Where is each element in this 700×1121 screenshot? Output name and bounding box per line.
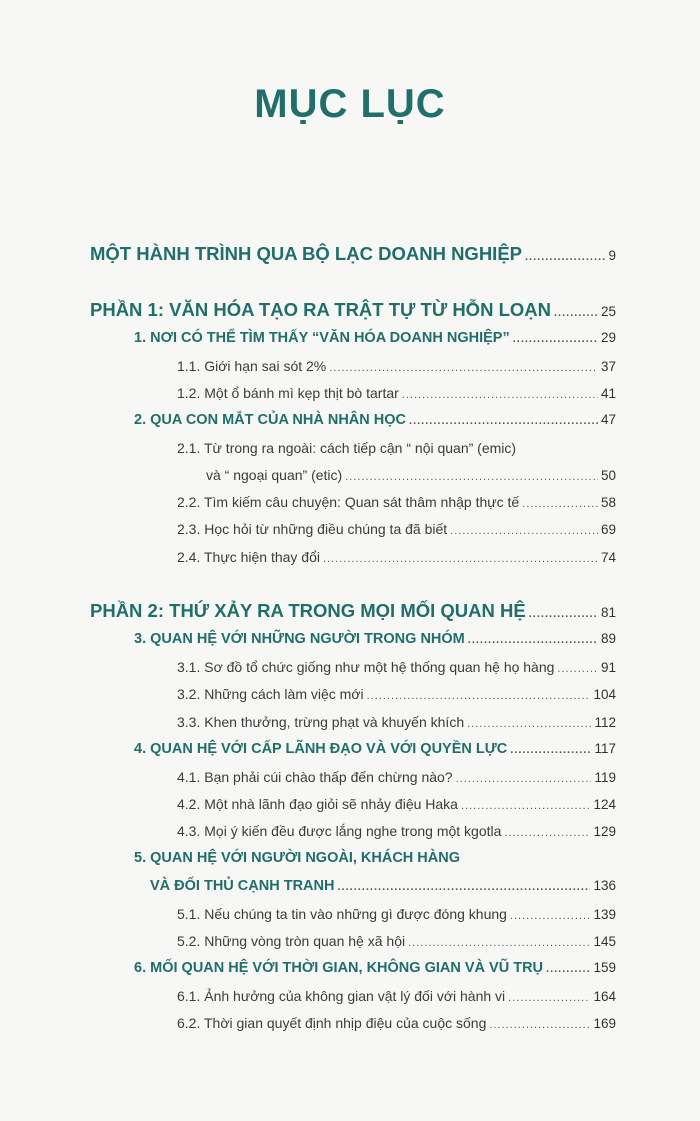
toc-entry-chapter-2[interactable] — [134, 412, 616, 428]
toc-entry-label: 1. NƠI CÓ THỂ TÌM THẤY “VĂN HÓA DOANH NGHIỆP” — [134, 330, 510, 346]
toc-entry-section-1-1[interactable] — [177, 358, 616, 374]
toc-entry-intro[interactable] — [90, 243, 616, 265]
toc-page-number: 89 — [600, 631, 616, 646]
toc-page-number: 136 — [593, 878, 616, 893]
toc-entry-label: 3.3. Khen thưởng, trừng phạt và khuyến khích — [177, 714, 465, 730]
toc-entry-section-1-2[interactable] — [177, 385, 616, 401]
toc-entry-chapter-1[interactable] — [134, 330, 616, 346]
toc-entry-label: 5.1. Nếu chúng ta tin vào những gì được đóng khung — [177, 906, 507, 922]
toc-page-number: 74 — [600, 550, 616, 565]
toc-entry-label: 6.2. Thời gian quyết định nhịp điệu của cuộc sống — [177, 1015, 487, 1031]
toc-page-number: 117 — [594, 741, 616, 756]
toc-entry-label: PHẦN 2: THỨ XẢY RA TRONG MỌI MỐI QUAN HỆ — [90, 600, 526, 621]
toc-page-number: 124 — [593, 797, 616, 812]
toc-entry-label: 3.2. Những cách làm việc mới — [177, 686, 364, 702]
toc-entry-section-5-1[interactable] — [177, 906, 616, 922]
toc-page-number: 41 — [600, 386, 616, 401]
toc-page-number: 69 — [600, 522, 616, 537]
toc-page-number: 9 — [608, 248, 616, 263]
page-title: MỤC LỤC — [254, 82, 446, 126]
toc-entry-section-2-2[interactable] — [177, 494, 616, 510]
toc-entry-section-6-2[interactable] — [177, 1015, 616, 1031]
toc-page-number: 139 — [593, 907, 616, 922]
toc-entry-chapter-4[interactable] — [134, 741, 616, 757]
toc-entry-label: 5.2. Những vòng tròn quan hệ xã hội — [177, 933, 406, 949]
toc-page-number: 104 — [593, 687, 616, 702]
toc-page-number: 169 — [593, 1016, 616, 1031]
toc-entry-chapter-6[interactable] — [134, 960, 616, 976]
toc-entry-label: 4.1. Bạn phải cúi chào thấp đến chừng nào? — [177, 769, 453, 785]
toc-entry-label: 4. QUAN HỆ VỚI CẤP LÃNH ĐẠO VÀ VỚI QUYỀN LỰC — [134, 741, 508, 757]
toc-page-number: 81 — [600, 605, 616, 620]
toc-entry-section-5-2[interactable] — [177, 933, 616, 949]
toc-page-number: 58 — [600, 495, 616, 510]
toc-entry-section-2-4[interactable] — [177, 549, 616, 565]
toc-entry-label: và “ ngoại quan” (etic) — [206, 467, 343, 483]
toc-entry-chapter-5-line1[interactable]: 5. QUAN HỆ VỚI NGƯỜI NGOÀI, KHÁCH HÀNG — [134, 850, 460, 866]
toc-entry-part-2[interactable] — [90, 600, 616, 622]
toc-entry-section-3-2[interactable] — [177, 686, 616, 702]
toc-entry-section-4-3[interactable] — [177, 823, 616, 839]
toc-entry-label: 2.2. Tìm kiếm câu chuyện: Quan sát thâm nhập thực tế — [177, 494, 520, 510]
toc-page-number: 91 — [600, 660, 616, 675]
toc-entry-section-4-2[interactable] — [177, 796, 616, 812]
toc-entry-label: 4.3. Mọi ý kiến đều được lắng nghe trong một kgotla — [177, 823, 502, 839]
toc-entry-section-3-1[interactable] — [177, 659, 616, 675]
toc-page-number: 25 — [600, 304, 616, 319]
toc-entry-label: 3. QUAN HỆ VỚI NHỮNG NGƯỜI TRONG NHÓM — [134, 631, 465, 647]
toc-page-number: 129 — [593, 824, 616, 839]
toc-page-number: 164 — [593, 989, 616, 1004]
toc-entry-label: MỘT HÀNH TRÌNH QUA BỘ LẠC DOANH NGHIỆP — [90, 243, 522, 264]
toc-entry-label: 2.4. Thực hiện thay đổi — [177, 549, 320, 565]
toc-entry-label: 3.1. Sơ đồ tổ chức giống như một hệ thống quan hệ họ hàng — [177, 659, 555, 675]
toc-entry-label: PHẦN 1: VĂN HÓA TẠO RA TRẬT TỰ TỪ HỖN LOẠN — [90, 299, 551, 320]
toc-page-number: 112 — [594, 715, 616, 730]
toc-entry-label: 6.1. Ảnh hưởng của không gian vật lý đối với hành vi — [177, 988, 506, 1004]
toc-entry-label: 1.2. Một ổ bánh mì kẹp thịt bò tartar — [177, 385, 399, 401]
toc-entry-label: 6. MỐI QUAN HỆ VỚI THỜI GIAN, KHÔNG GIAN VÀ VŨ TRỤ — [134, 960, 544, 976]
toc-entry-chapter-5[interactable] — [150, 878, 616, 894]
toc-entry-label: 2. QUA CON MẮT CỦA NHÀ NHÂN HỌC — [134, 412, 407, 428]
toc-entry-label: 1.1. Giới hạn sai sót 2% — [177, 358, 327, 374]
toc-entry-label: 4.2. Một nhà lãnh đạo giỏi sẽ nhảy điệu Haka — [177, 796, 458, 812]
toc-entry-section-2-3[interactable] — [177, 521, 616, 537]
toc-entry-label: 2.3. Học hỏi từ những điều chúng ta đã biết — [177, 521, 448, 537]
toc-entry-label: VÀ ĐỐI THỦ CẠNH TRANH — [150, 878, 335, 894]
toc-page-number: 159 — [593, 960, 616, 975]
toc-page-number: 50 — [600, 468, 616, 483]
toc-page-number: 145 — [593, 934, 616, 949]
toc-page-number: 37 — [600, 359, 616, 374]
toc-entry-section-3-3[interactable] — [177, 714, 616, 730]
toc-page-number: 47 — [600, 412, 616, 427]
toc-page-number: 119 — [594, 770, 616, 785]
toc-entry-section-2-1-line1[interactable]: 2.1. Từ trong ra ngoài: cách tiếp cận “ nội quan” (emic) — [177, 440, 517, 456]
toc-entry-section-6-1[interactable] — [177, 988, 616, 1004]
toc-entry-chapter-3[interactable] — [134, 631, 616, 647]
toc-entry-section-2-1[interactable] — [206, 467, 616, 483]
toc-entry-section-4-1[interactable] — [177, 769, 616, 785]
toc-entry-part-1[interactable] — [90, 299, 616, 321]
toc-page-number: 29 — [600, 330, 616, 345]
